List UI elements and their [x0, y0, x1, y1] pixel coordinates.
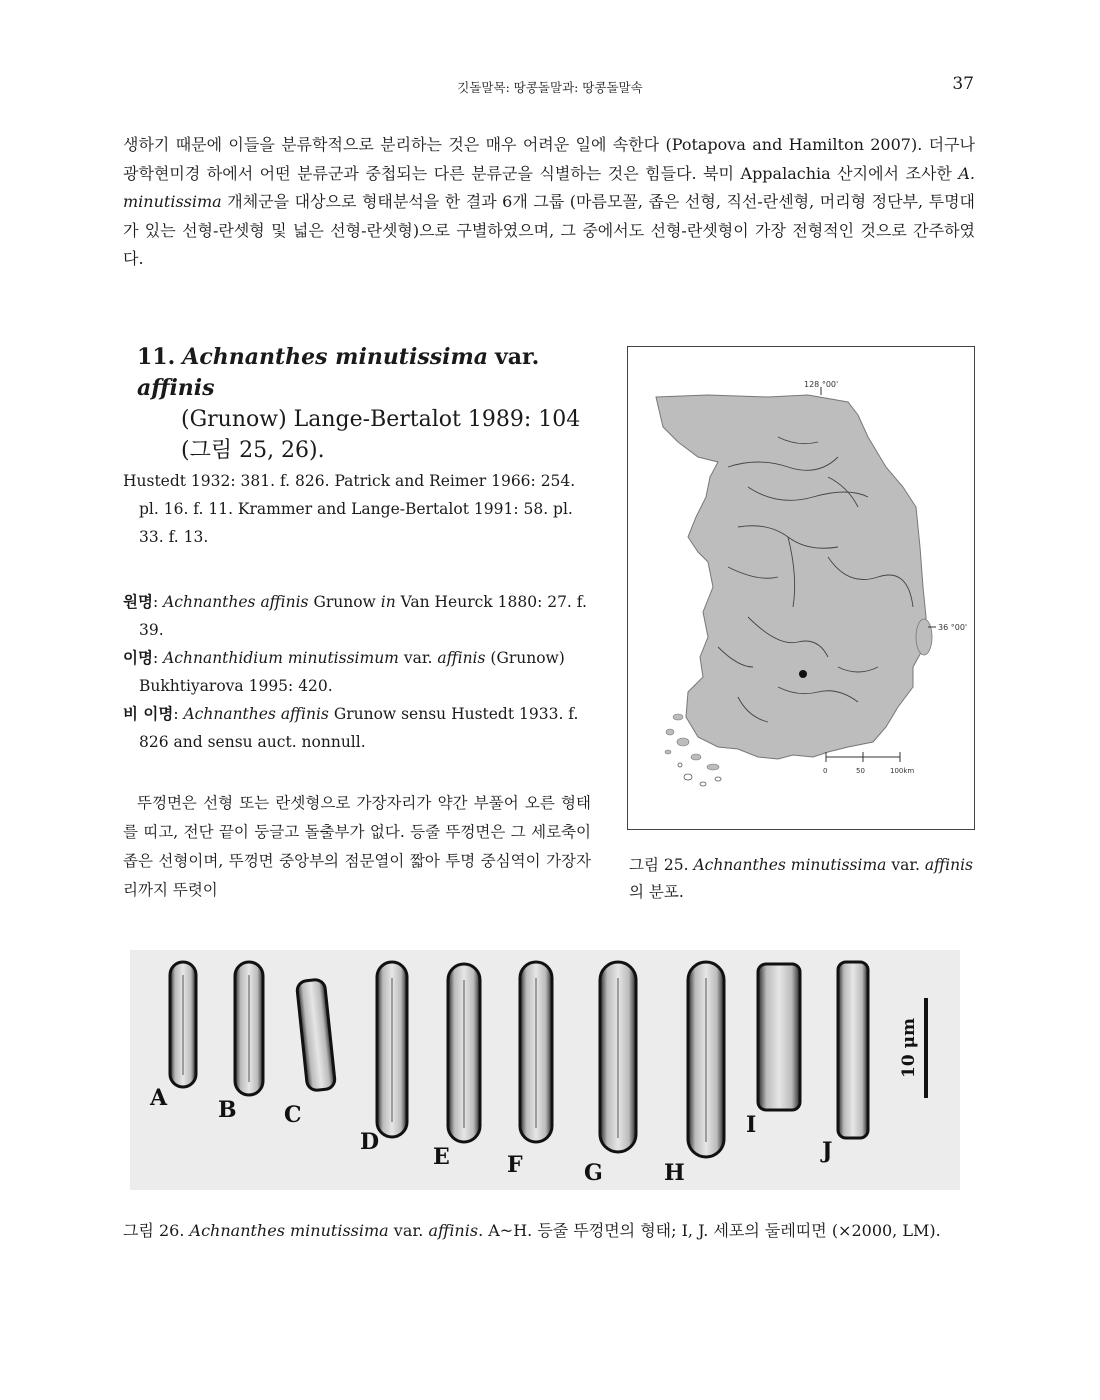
- figure-25-caption: 그림 25. Achnanthes minutissima var. affinis의 분포.: [629, 856, 973, 901]
- map-scale-bar: [826, 752, 900, 762]
- synonym-list: [123, 588, 591, 756]
- panel-label-i: I: [746, 1112, 757, 1138]
- panel-label-e: E: [433, 1144, 450, 1170]
- panel-label-d: D: [360, 1129, 380, 1155]
- korea-map-svg: [628, 347, 974, 829]
- misapplied-entry: 비 이명: Achnanthes affinis Grunow sensu Hustedt 1933. f. 826 and sensu auct. nonnull.: [123, 704, 579, 751]
- longitude-label: 128 °00': [804, 380, 839, 389]
- basionym-entry: 원명: Achnanthes affinis Grunow in Van Heurck 1880: 27. f. 39.: [123, 592, 587, 639]
- scale-label-100km: 100km: [890, 767, 915, 775]
- figure-26-caption: 그림 26. Achnanthes minutissima var. affinis. A~H. 등줄 뚜껑면의 형태; I, J. 세포의 둘레띠면 (×2000, LM).: [123, 1221, 941, 1240]
- panel-label-c: C: [284, 1102, 302, 1128]
- valve-i: [758, 964, 800, 1110]
- sample-locality-dot: [799, 670, 807, 678]
- page-number: 37: [952, 74, 974, 94]
- micrograph-svg: [130, 950, 960, 1190]
- scale-bar-label: 10 μm: [899, 1017, 919, 1078]
- panel-label-j: J: [822, 1138, 833, 1164]
- description-paragraph: 뚜껑면은 선형 또는 란셋형으로 가장자리가 약간 부풀어 오른 형태를 띠고, 전단 끝이 둥글고 돌출부가 없다. 등줄 뚜껑면은 그 세로축이 좁은 선형이며, 뚜껑면 중앙부의 점문열이 짧아 투명 중심역이 가장자리까지 뚜렷이: [123, 794, 591, 899]
- distribution-map: [627, 346, 975, 830]
- species-heading: 11. Achnanthes minutissima var. affinis (Grunow) Lange-Bertalot 1989: 104 (그림 25, 26).: [137, 344, 581, 463]
- synonym-entry: 이명: Achnanthidium minutissimum var. affinis (Grunow) Bukhtiyarova 1995: 420.: [123, 648, 565, 695]
- running-title: 깃돌말목: 땅콩돌말과: 땅콩돌말속: [457, 80, 643, 95]
- intro-paragraph: 생하기 때문에 이들을 분류학적으로 분리하는 것은 매우 어려운 일에 속한다 (Potapova and Hamilton 2007). 더구나 광학현미경 하에서 어떤 분류군과 중첩되는 다른 분류군을 식별하는 것은 힘들다. 북미 Appalachia 산지에서 조사한 A. minutissima 개체군을 대상으로 형태분석을 한 결과 6개 그룹 (마름모꼴, 좁은 선형, 직선-란센형, 머리형 정단부, 투명대가 있는 선형-란셋형 및 넓은 선형-란셋형)으로 구별하였으며, 그 중에서도 선형-란셋형이 가장 전형적인 것으로 간주하였다.: [123, 135, 975, 268]
- valve-j: [838, 962, 868, 1138]
- panel-label-g: G: [584, 1160, 603, 1186]
- latitude-label: 36 °00': [938, 623, 968, 632]
- panel-label-f: F: [507, 1152, 523, 1178]
- reference-list: Hustedt 1932: 381. f. 826. Patrick and Reimer 1966: 254. pl. 16. f. 11. Krammer and Lange-Bertalot 1991: 58. pl. 33. f. 13.: [123, 472, 576, 546]
- panel-label-a: A: [150, 1085, 168, 1111]
- panel-label-b: B: [218, 1097, 237, 1123]
- scale-label-0: 0: [823, 767, 828, 775]
- coastal-island: [916, 619, 932, 655]
- scale-label-50: 50: [856, 767, 865, 775]
- panel-label-h: H: [664, 1160, 685, 1186]
- micrograph-plate: [130, 950, 960, 1190]
- peninsula-landmass: [656, 395, 926, 759]
